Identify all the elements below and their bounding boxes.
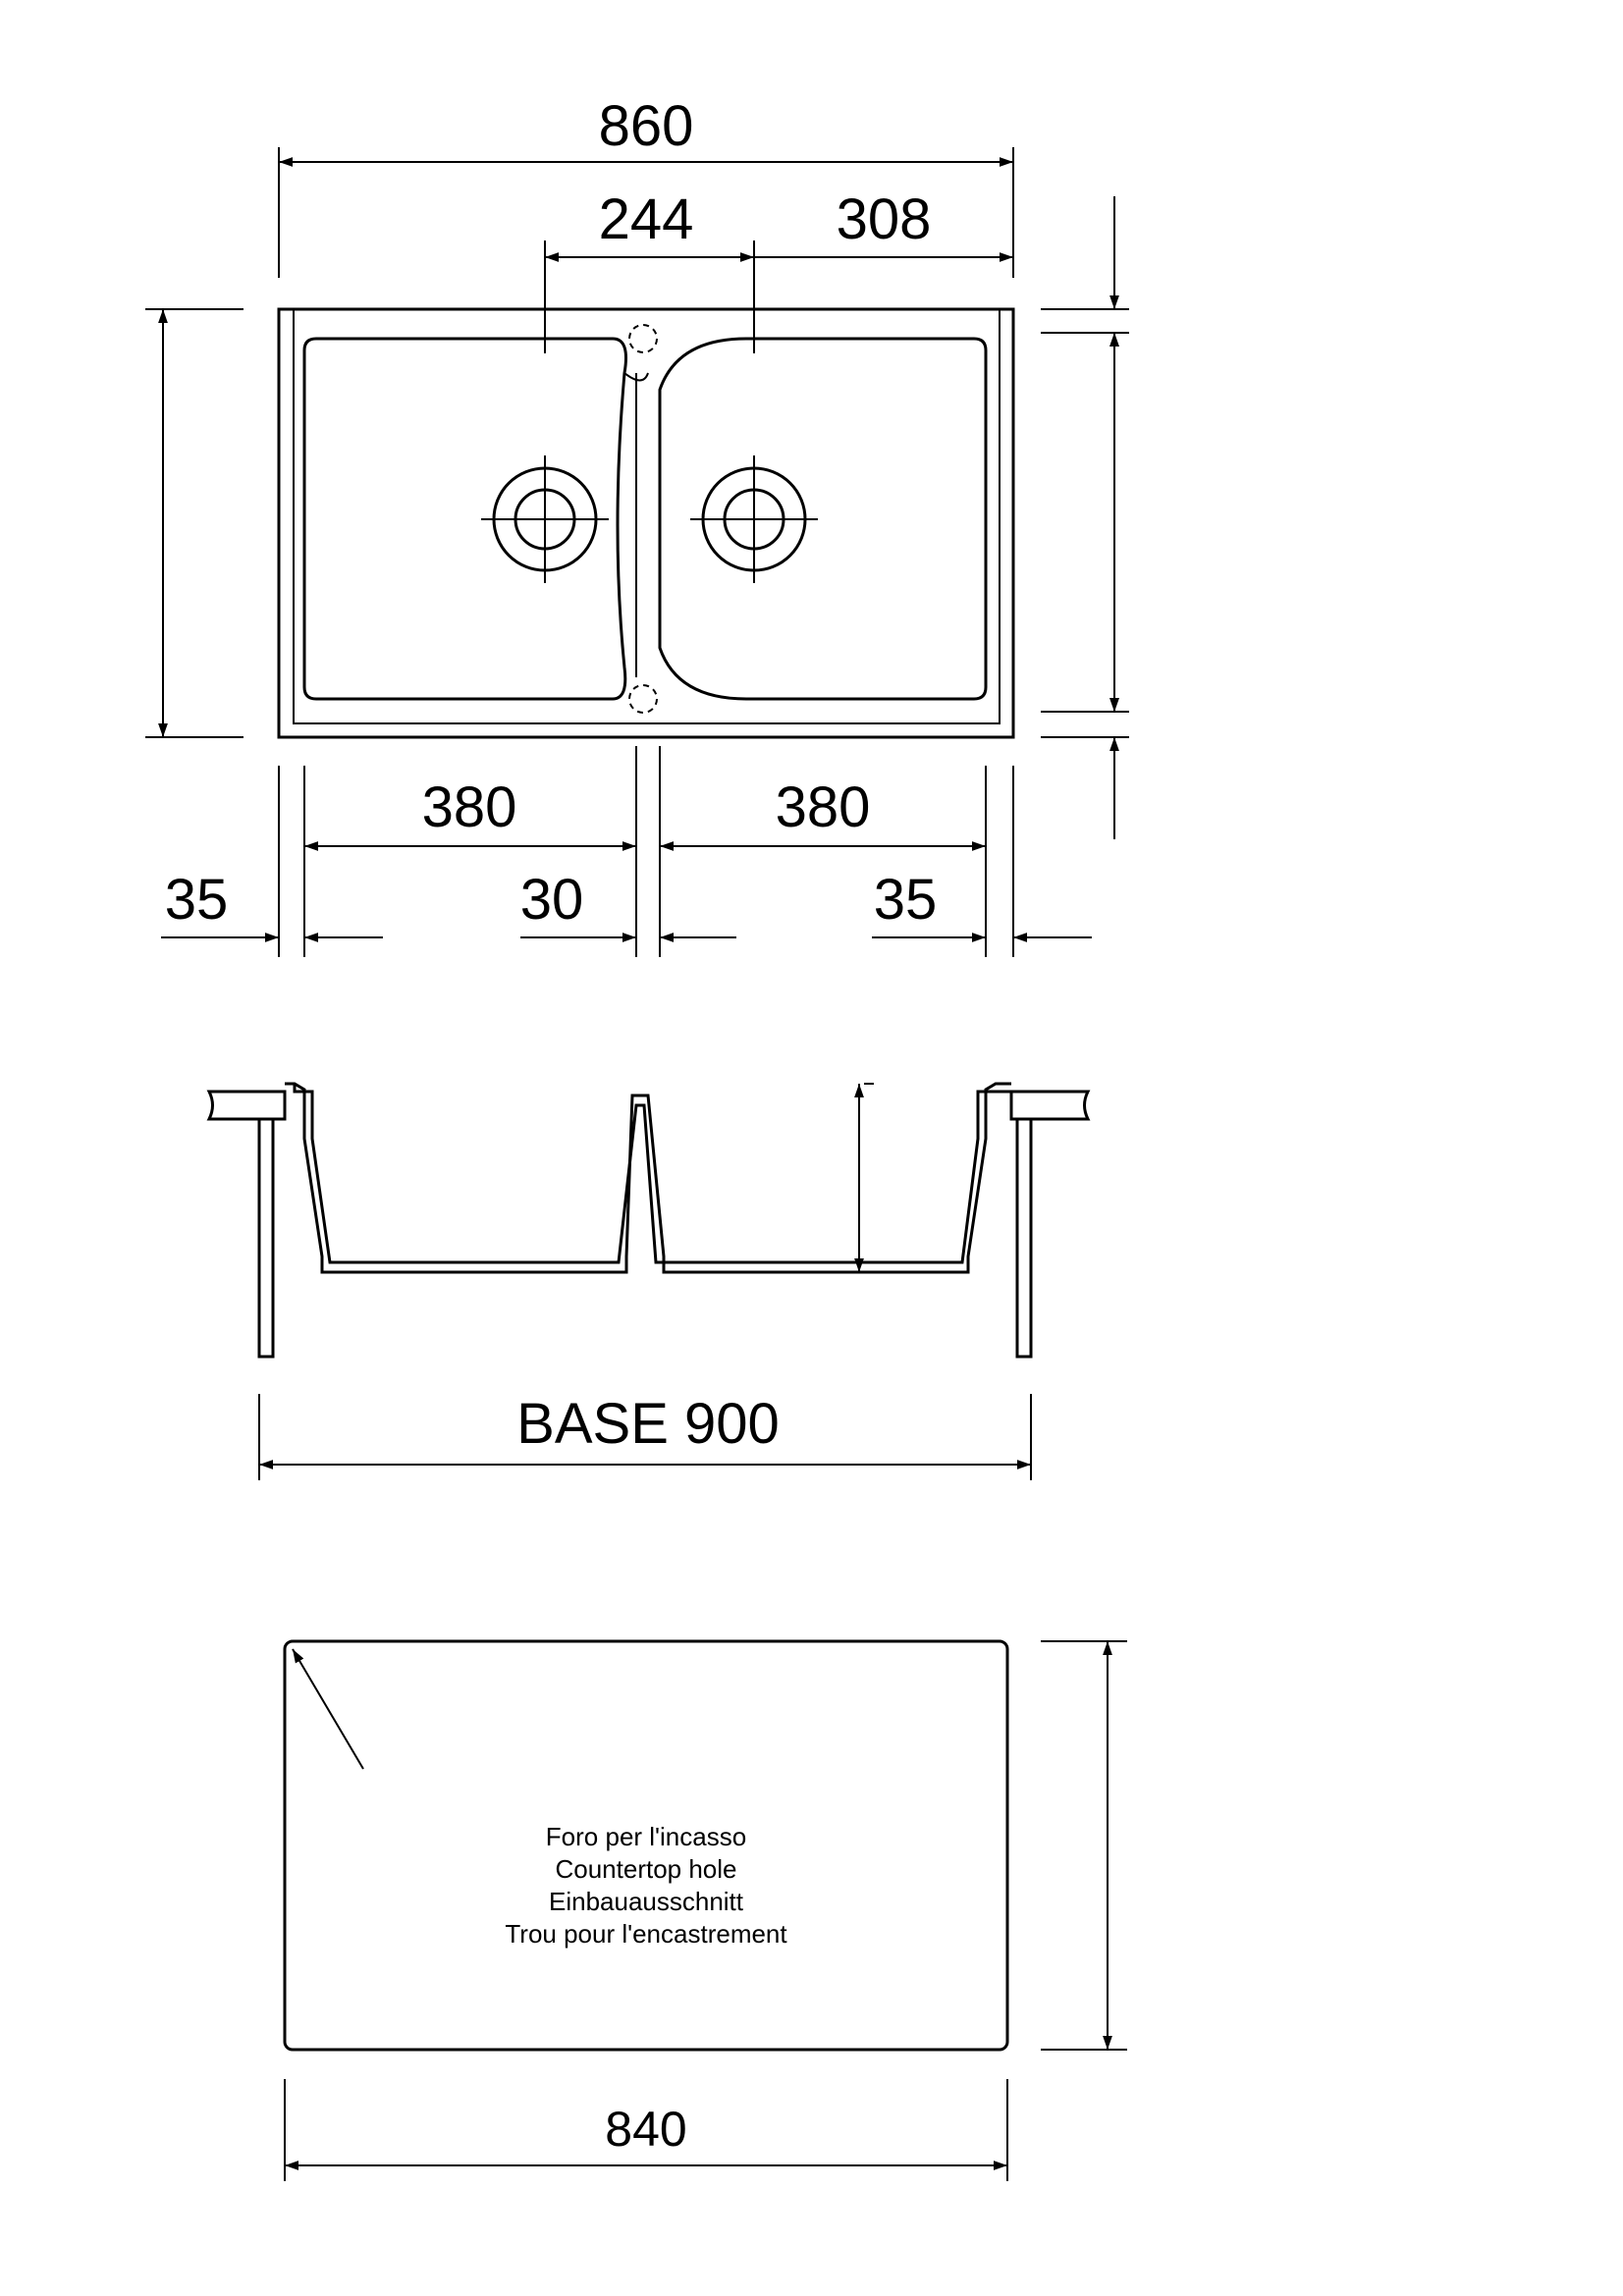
dim-840: 840: [605, 2102, 687, 2157]
drain-left: [481, 455, 609, 583]
dim-35-right: 35: [873, 868, 938, 932]
dim-860: 860: [598, 94, 694, 158]
dim-35-left: 35: [164, 868, 229, 932]
radius-leader: [293, 1649, 363, 1769]
overflow-hole-top: [629, 325, 657, 352]
sink-outline: [279, 309, 1013, 737]
sink-rim-inner: [294, 309, 1000, 723]
top-view: [0, 94, 1623, 2296]
hole-label-fr: Trou pour l'encastrement: [505, 1919, 787, 1949]
dim-base-900: BASE 900: [516, 1392, 780, 1456]
cabinet-left: [259, 1119, 273, 1357]
sink-section: [285, 1084, 1011, 1272]
dim-244: 244: [598, 187, 694, 251]
hole-label-it: Foro per l'incasso: [545, 1822, 747, 1851]
dim-380-right: 380: [775, 775, 871, 839]
bowl-divider: [624, 373, 648, 677]
hole-label-en: Countertop hole: [555, 1854, 737, 1884]
sink-section-inner: [295, 1084, 1011, 1262]
cabinet-right: [1017, 1119, 1031, 1357]
dim-308: 308: [836, 187, 932, 251]
countertop-left: [209, 1092, 285, 1119]
countertop-right: [1011, 1092, 1088, 1119]
cutout-view: [259, 1641, 1623, 2296]
dim-30: 30: [519, 868, 584, 932]
dim-380-left: 380: [421, 775, 517, 839]
hole-label-de: Einbauausschnitt: [548, 1887, 744, 1916]
drain-right: [690, 455, 818, 583]
overflow-hole-bottom: [629, 685, 657, 713]
